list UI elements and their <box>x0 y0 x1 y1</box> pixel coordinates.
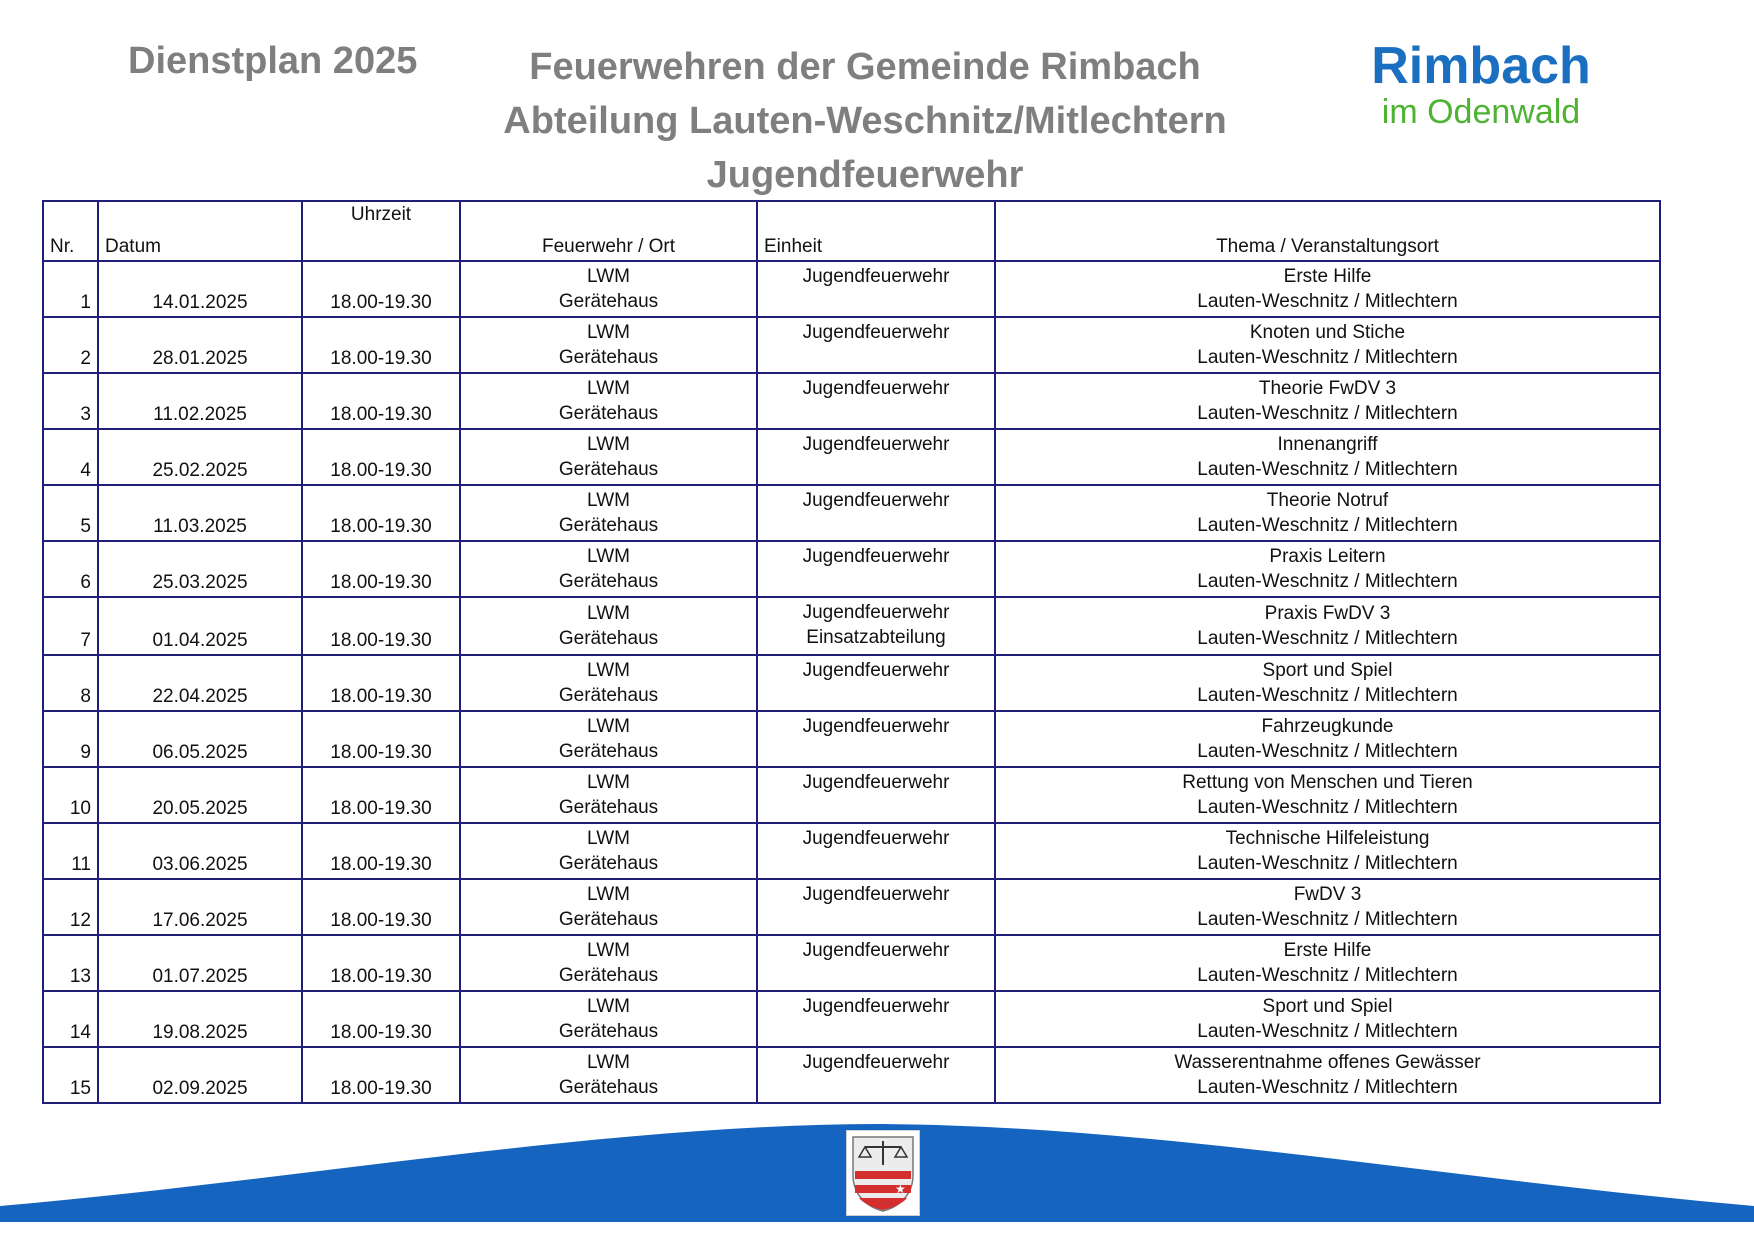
cell-einheit <box>757 597 995 655</box>
cell-ort <box>460 879 757 935</box>
cell-einheit <box>757 655 995 711</box>
thema-line-2: Lauten-Weschnitz / Mitlechtern <box>1197 685 1458 706</box>
ort-line-2: Gerätehaus <box>558 1077 659 1098</box>
cell-datum: 11.03.2025 <box>98 485 302 541</box>
thema-line-2: Lauten-Weschnitz / Mitlechtern <box>1197 459 1458 480</box>
ort-line-1: LWM <box>587 378 630 399</box>
cell-uhrzeit: 18.00-19.30 <box>302 541 460 597</box>
thema-line-2: Lauten-Weschnitz / Mitlechtern <box>1197 515 1458 536</box>
cell-thema <box>995 597 1660 655</box>
ort-line-2: Gerätehaus <box>558 1021 659 1042</box>
table-row <box>43 935 1660 991</box>
cell-thema <box>995 823 1660 879</box>
cell-thema <box>995 879 1660 935</box>
table-row <box>43 261 1660 317</box>
thema-line-2: Lauten-Weschnitz / Mitlechtern <box>1197 291 1458 312</box>
ort-line-2: Gerätehaus <box>558 515 659 536</box>
organization-title <box>440 40 1290 202</box>
cell-thema <box>995 711 1660 767</box>
einheit-line-1: Jugendfeuerwehr <box>802 1052 950 1073</box>
thema-line-1: Praxis FwDV 3 <box>1264 603 1391 624</box>
header-ort: Feuerwehr / Ort <box>460 201 757 261</box>
table-row <box>43 879 1660 935</box>
cell-ort <box>460 485 757 541</box>
cell-einheit <box>757 935 995 991</box>
coat-of-arms-icon <box>846 1130 920 1216</box>
cell-nr: 14 <box>43 991 98 1047</box>
header-uhrzeit-label: Uhrzeit <box>350 204 412 225</box>
ort-line-1: LWM <box>587 828 630 849</box>
thema-line-2: Lauten-Weschnitz / Mitlechtern <box>1197 853 1458 874</box>
cell-uhrzeit: 18.00-19.30 <box>302 317 460 373</box>
ort-line-1: LWM <box>587 660 630 681</box>
cell-einheit <box>757 317 995 373</box>
cell-thema <box>995 991 1660 1047</box>
cell-thema <box>995 261 1660 317</box>
ort-line-2: Gerätehaus <box>558 571 659 592</box>
header-thema: Thema / Veranstaltungsort <box>995 201 1660 261</box>
cell-nr: 15 <box>43 1047 98 1103</box>
cell-thema <box>995 1047 1660 1103</box>
thema-line-2: Lauten-Weschnitz / Mitlechtern <box>1197 403 1458 424</box>
cell-nr: 2 <box>43 317 98 373</box>
cell-uhrzeit: 18.00-19.30 <box>302 655 460 711</box>
thema-line-1: Erste Hilfe <box>1283 266 1372 287</box>
table-row <box>43 317 1660 373</box>
table-row <box>43 823 1660 879</box>
thema-line-2: Lauten-Weschnitz / Mitlechtern <box>1197 797 1458 818</box>
org-line-3: Jugendfeuerwehr <box>706 154 1024 196</box>
cell-einheit <box>757 373 995 429</box>
cell-nr: 3 <box>43 373 98 429</box>
cell-uhrzeit: 18.00-19.30 <box>302 1047 460 1103</box>
rimbach-logo <box>1366 38 1596 130</box>
cell-einheit <box>757 429 995 485</box>
cell-nr: 6 <box>43 541 98 597</box>
einheit-line-1: Jugendfeuerwehr <box>802 828 950 849</box>
cell-datum: 01.07.2025 <box>98 935 302 991</box>
cell-datum: 19.08.2025 <box>98 991 302 1047</box>
ort-line-1: LWM <box>587 322 630 343</box>
ort-line-2: Gerätehaus <box>558 965 659 986</box>
cell-thema <box>995 541 1660 597</box>
thema-line-1: Theorie FwDV 3 <box>1258 378 1397 399</box>
cell-thema <box>995 373 1660 429</box>
table-row <box>43 991 1660 1047</box>
einheit-line-1: Jugendfeuerwehr <box>802 546 950 567</box>
thema-line-1: Erste Hilfe <box>1283 940 1372 961</box>
cell-uhrzeit: 18.00-19.30 <box>302 711 460 767</box>
einheit-line-1: Jugendfeuerwehr <box>802 378 950 399</box>
header-einheit: Einheit <box>757 201 995 261</box>
thema-line-1: Sport und Spiel <box>1262 996 1393 1017</box>
ort-line-1: LWM <box>587 996 630 1017</box>
ort-line-2: Gerätehaus <box>558 459 659 480</box>
cell-uhrzeit: 18.00-19.30 <box>302 823 460 879</box>
cell-einheit <box>757 879 995 935</box>
cell-einheit <box>757 1047 995 1103</box>
cell-ort <box>460 655 757 711</box>
thema-line-1: Theorie Notruf <box>1266 490 1389 511</box>
cell-nr: 7 <box>43 597 98 655</box>
ort-line-1: LWM <box>587 603 630 624</box>
thema-line-1: Innenangriff <box>1277 434 1378 455</box>
ort-line-2: Gerätehaus <box>558 741 659 762</box>
cell-uhrzeit: 18.00-19.30 <box>302 373 460 429</box>
cell-ort <box>460 541 757 597</box>
thema-line-2: Lauten-Weschnitz / Mitlechtern <box>1197 628 1458 649</box>
cell-einheit <box>757 541 995 597</box>
cell-thema <box>995 767 1660 823</box>
ort-line-1: LWM <box>587 266 630 287</box>
cell-thema <box>995 655 1660 711</box>
header-datum: Datum <box>98 201 302 261</box>
cell-uhrzeit: 18.00-19.30 <box>302 261 460 317</box>
table-body <box>43 261 1660 1103</box>
cell-nr: 9 <box>43 711 98 767</box>
ort-line-2: Gerätehaus <box>558 291 659 312</box>
cell-datum: 02.09.2025 <box>98 1047 302 1103</box>
thema-line-1: Rettung von Menschen und Tieren <box>1182 772 1473 793</box>
cell-datum: 11.02.2025 <box>98 373 302 429</box>
cell-datum: 01.04.2025 <box>98 597 302 655</box>
cell-nr: 11 <box>43 823 98 879</box>
einheit-line-2: Einsatzabteilung <box>806 627 946 648</box>
cell-uhrzeit: 18.00-19.30 <box>302 991 460 1047</box>
cell-datum: 22.04.2025 <box>98 655 302 711</box>
einheit-line-1: Jugendfeuerwehr <box>802 322 950 343</box>
thema-line-2: Lauten-Weschnitz / Mitlechtern <box>1197 347 1458 368</box>
thema-line-1: Technische Hilfeleistung <box>1225 828 1430 849</box>
thema-line-1: Fahrzeugkunde <box>1261 716 1394 737</box>
cell-datum: 20.05.2025 <box>98 767 302 823</box>
einheit-line-1: Jugendfeuerwehr <box>802 490 950 511</box>
einheit-line-1: Jugendfeuerwehr <box>802 434 950 455</box>
cell-einheit <box>757 711 995 767</box>
table-row <box>43 485 1660 541</box>
thema-line-2: Lauten-Weschnitz / Mitlechtern <box>1197 909 1458 930</box>
thema-line-1: Praxis Leitern <box>1269 546 1386 567</box>
ort-line-2: Gerätehaus <box>558 628 659 649</box>
thema-line-2: Lauten-Weschnitz / Mitlechtern <box>1197 571 1458 592</box>
cell-einheit <box>757 823 995 879</box>
logo-sub-text: im Odenwald <box>1381 93 1581 131</box>
cell-thema <box>995 935 1660 991</box>
cell-nr: 4 <box>43 429 98 485</box>
coat-of-arms-svg <box>847 1131 919 1215</box>
thema-line-2: Lauten-Weschnitz / Mitlechtern <box>1197 1077 1458 1098</box>
cell-einheit <box>757 991 995 1047</box>
ort-line-2: Gerätehaus <box>558 403 659 424</box>
org-line-2: Abteilung Lauten-Weschnitz/Mitlechtern <box>503 100 1227 142</box>
thema-line-1: Knoten und Stiche <box>1249 322 1406 343</box>
thema-line-2: Lauten-Weschnitz / Mitlechtern <box>1197 741 1458 762</box>
cell-ort <box>460 317 757 373</box>
ort-line-1: LWM <box>587 434 630 455</box>
ort-line-1: LWM <box>587 884 630 905</box>
cell-nr: 12 <box>43 879 98 935</box>
cell-ort <box>460 767 757 823</box>
cell-datum: 25.03.2025 <box>98 541 302 597</box>
cell-einheit <box>757 767 995 823</box>
ort-line-1: LWM <box>587 1052 630 1073</box>
einheit-line-1: Jugendfeuerwehr <box>802 716 950 737</box>
einheit-line-1: Jugendfeuerwehr <box>802 660 950 681</box>
cell-uhrzeit: 18.00-19.30 <box>302 597 460 655</box>
cell-datum: 25.02.2025 <box>98 429 302 485</box>
ort-line-2: Gerätehaus <box>558 685 659 706</box>
cell-uhrzeit: 18.00-19.30 <box>302 767 460 823</box>
ort-line-1: LWM <box>587 772 630 793</box>
thema-line-1: Sport und Spiel <box>1262 660 1393 681</box>
org-line-1: Feuerwehren der Gemeinde Rimbach <box>529 46 1201 88</box>
cell-nr: 8 <box>43 655 98 711</box>
ort-line-1: LWM <box>587 940 630 961</box>
ort-line-1: LWM <box>587 546 630 567</box>
cell-ort <box>460 935 757 991</box>
cell-ort <box>460 823 757 879</box>
einheit-line-1: Jugendfeuerwehr <box>802 884 950 905</box>
table-row <box>43 429 1660 485</box>
thema-line-1: FwDV 3 <box>1293 884 1362 905</box>
cell-datum: 03.06.2025 <box>98 823 302 879</box>
cell-nr: 1 <box>43 261 98 317</box>
cell-thema <box>995 485 1660 541</box>
einheit-line-1: Jugendfeuerwehr <box>802 772 950 793</box>
cell-datum: 28.01.2025 <box>98 317 302 373</box>
einheit-line-1: Jugendfeuerwehr <box>802 996 950 1017</box>
cell-uhrzeit: 18.00-19.30 <box>302 429 460 485</box>
cell-nr: 10 <box>43 767 98 823</box>
ort-line-2: Gerätehaus <box>558 853 659 874</box>
einheit-line-1: Jugendfeuerwehr <box>802 266 950 287</box>
table-row <box>43 1047 1660 1103</box>
table-header-row <box>43 201 1660 261</box>
ort-line-1: LWM <box>587 716 630 737</box>
header-uhrzeit <box>302 201 460 261</box>
thema-line-2: Lauten-Weschnitz / Mitlechtern <box>1197 1021 1458 1042</box>
cell-thema <box>995 317 1660 373</box>
table-row <box>43 541 1660 597</box>
cell-einheit <box>757 261 995 317</box>
cell-datum: 06.05.2025 <box>98 711 302 767</box>
cell-datum: 14.01.2025 <box>98 261 302 317</box>
logo-main-text: Rimbach <box>1371 37 1591 95</box>
cell-uhrzeit: 18.00-19.30 <box>302 879 460 935</box>
cell-ort <box>460 711 757 767</box>
thema-line-2: Lauten-Weschnitz / Mitlechtern <box>1197 965 1458 986</box>
cell-uhrzeit: 18.00-19.30 <box>302 935 460 991</box>
cell-nr: 13 <box>43 935 98 991</box>
einheit-line-1: Jugendfeuerwehr <box>802 602 950 623</box>
table-row <box>43 711 1660 767</box>
plan-title: Dienstplan 2025 <box>128 40 418 82</box>
ort-line-1: LWM <box>587 490 630 511</box>
ort-line-2: Gerätehaus <box>558 347 659 368</box>
svg-text:★: ★ <box>895 1182 906 1196</box>
cell-ort <box>460 991 757 1047</box>
cell-nr: 5 <box>43 485 98 541</box>
einheit-line-1: Jugendfeuerwehr <box>802 940 950 961</box>
header-nr: Nr. <box>43 201 98 261</box>
cell-ort <box>460 261 757 317</box>
cell-uhrzeit: 18.00-19.30 <box>302 485 460 541</box>
cell-datum: 17.06.2025 <box>98 879 302 935</box>
table-row <box>43 655 1660 711</box>
ort-line-2: Gerätehaus <box>558 797 659 818</box>
thema-line-1: Wasserentnahme offenes Gewässer <box>1174 1052 1481 1073</box>
table-row <box>43 373 1660 429</box>
cell-ort <box>460 1047 757 1103</box>
cell-ort <box>460 597 757 655</box>
table-row <box>43 597 1660 655</box>
schedule-table <box>42 200 1661 1104</box>
table-row <box>43 767 1660 823</box>
cell-thema <box>995 429 1660 485</box>
cell-ort <box>460 373 757 429</box>
cell-ort <box>460 429 757 485</box>
cell-einheit <box>757 485 995 541</box>
ort-line-2: Gerätehaus <box>558 909 659 930</box>
